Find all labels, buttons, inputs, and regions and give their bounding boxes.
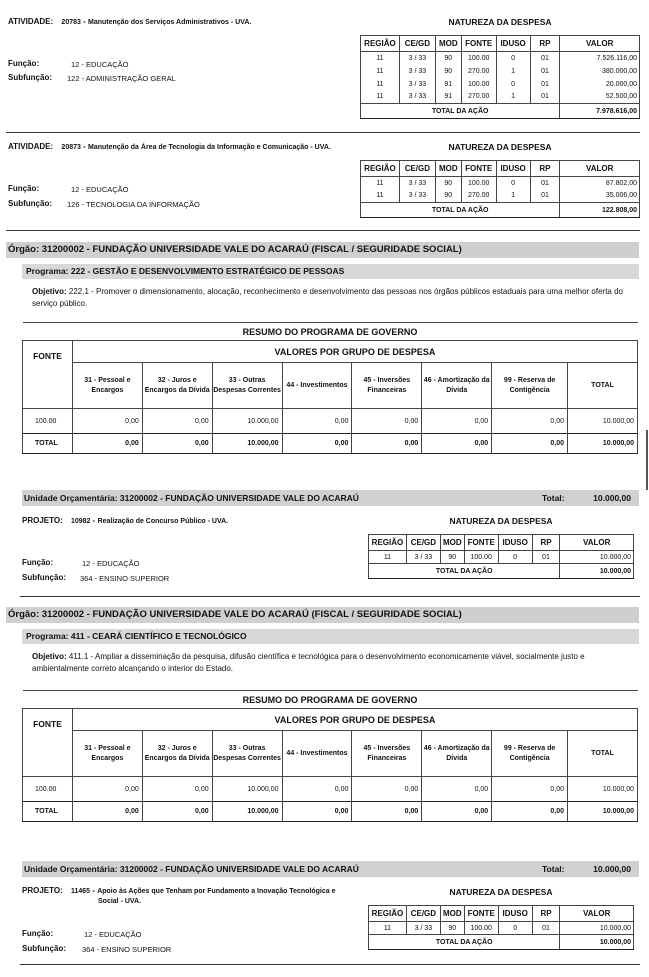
objetivo: Objetivo: 222.1 - Promover o dimensionamento, alocação, reconhecimento e desenvolvimento das pessoas nos órgãos públicos estaduais para uma melhor oferta do serviço público.: [32, 287, 624, 308]
nature-expense-table: REGIÃO CE/GD MOD FONTE IDUSO RP VALOR 11 3 / 33 90 100.00 0 01 10.000,00 TOTAL DA AÇÃO 10.000,00: [368, 905, 634, 950]
table-row: 11 3 / 33 91 100.00 0 01 20.000,00: [361, 78, 640, 91]
activity-label: ATIVIDADE: 20873 - Manutenção da Área de Tecnologia da Informação e Comunicação - UVA.: [8, 142, 331, 151]
activity-code: 20873: [61, 144, 81, 151]
funcao-label: Função:: [8, 59, 40, 68]
table-row: 11 3 / 33 90 100.00 0 01 87.802,00: [361, 177, 640, 190]
table-row: 11 3 / 33 90 270.00 1 01 35.006,00: [361, 190, 640, 203]
divider: [20, 596, 640, 597]
divider: [20, 964, 640, 965]
subfuncao-value: 126 - TECNOLOGIA DA INFORMAÇÃO: [67, 200, 200, 209]
nature-expense-table: REGIÃO CE/GD MOD FONTE IDUSO RP VALOR 11 3 / 33 90 100.00 0 01 87.802,00 11 3 / 33 90 270.00 1 01 35.006,00 TOTAL DA AÇÃO 122.808,00: [360, 160, 640, 218]
activity-name: Manutenção da Área de Tecnologia da Informação e Comunicação - UVA.: [88, 144, 331, 151]
table-row: 11 3 / 33 90 100.00 0 01 10.000,00: [369, 922, 634, 935]
table-row: 11 3 / 33 91 270.00 1 01 52.500,00: [361, 91, 640, 104]
activity-code: 20783: [61, 19, 81, 26]
col-mod: MOD: [435, 36, 461, 52]
programa-header: Programa: 222 - GESTÃO E DESENVOLVIMENTO ESTRATÉGICO DE PESSOAS: [22, 264, 639, 279]
nature-expense-table: REGIÃO CE/GD MOD FONTE IDUSO RP VALOR 11 3 / 33 90 100.00 0 01 10.000,00 TOTAL DA AÇÃO 10.000,00: [368, 534, 634, 579]
col-fonte: FONTE: [461, 36, 496, 52]
resumo-table: RESUMO DO PROGRAMA DE GOVERNO FONTE VALORES POR GRUPO DE DESPESA 31 - Pessoal e Encargos 32 - Juros e Encargos da Dívida 33 - Outras Despesas Correntes 44 - Investimentos 45 - Inversões Financeiras 46 - Amortização da Dívida 99 - Reserva de Contigência TOTAL 100.00 0,00 0,00 10.000,00 0,00 0,00 0,00 0,00 10.000,00 TOTAL 0,00 0,00 10.000,00 0,00 0,00 0,00 0,00 10.000,00: [22, 322, 638, 454]
uo-total: 10.000,00: [593, 864, 631, 874]
total-row: TOTAL DA AÇÃO 10.000,00: [369, 935, 634, 950]
table-row: 11 3 / 33 90 270.00 1 01 380.000,00: [361, 65, 640, 78]
table-row: 11 3 / 33 90 100.00 0 01 10.000,00: [369, 551, 634, 564]
projeto-label: PROJETO: 10982 - Realização de Concurso Público - UVA.: [22, 516, 229, 525]
col-iduso: IDUSO: [496, 36, 530, 52]
activity-label: ATIVIDADE: 20783 - Manutenção dos Serviços Administrativos - UVA.: [8, 17, 252, 26]
col-valor: VALOR: [560, 36, 640, 52]
subfuncao-label: Subfunção:: [8, 199, 52, 208]
funcao-label: Função:: [8, 184, 40, 193]
table-row: 100.00 0,00 0,00 10.000,00 0,00 0,00 0,00 0,00 10.000,00: [23, 783, 638, 796]
table-row: 11 3 / 33 90 100.00 0 01 7.526.116,00: [361, 52, 640, 65]
col-rp: RP: [530, 36, 560, 52]
funcao-value: 12 - EDUCAÇÃO: [71, 185, 129, 194]
subfuncao-value: 122 - ADMINISTRAÇÃO GERAL: [67, 74, 176, 83]
scrollbar-thumb[interactable]: [646, 430, 648, 490]
activity-name: Manutenção dos Serviços Administrativos - UVA.: [88, 19, 252, 26]
total-row: TOTAL DA AÇÃO 10.000,00: [369, 564, 634, 579]
total-row: [361, 104, 640, 119]
total-row: TOTAL 0,00 0,00 10.000,00 0,00 0,00 0,00 0,00 10.000,00: [23, 434, 638, 454]
projeto-label: PROJETO: 11465 - Apoio às Ações que Tenham por Fundamento a Inovação Tecnológica e: [22, 886, 336, 895]
resumo-title: RESUMO DO PROGRAMA DE GOVERNO: [23, 323, 638, 341]
orgao-header: Órgão: 31200002 - FUNDAÇÃO UNIVERSIDADE VALE DO ACARAÚ (FISCAL / SEGURIDADE SOCIAL): [6, 607, 639, 623]
uo-total: 10.000,00: [593, 493, 631, 503]
unidade-orcamentaria: Unidade Orçamentária: 31200002 - FUNDAÇÃO UNIVERSIDADE VALE DO ACARAÚ Total: 10.000,00: [22, 861, 639, 877]
divider: [6, 230, 640, 231]
fonte-header: FONTE: [23, 341, 73, 409]
total-row: TOTAL DA AÇÃO 122.808,00: [361, 203, 640, 218]
resumo-table: RESUMO DO PROGRAMA DE GOVERNO FONTE VALORES POR GRUPO DE DESPESA 31 - Pessoal e Encargos 32 - Juros e Encargos da Dívida 33 - Outras Despesas Correntes 44 - Investimentos 45 - Inversões Financeiras 46 - Amortização da Dívida 99 - Reserva de Contigência TOTAL 100.00 0,00 0,00 10.000,00 0,00 0,00 0,00 0,00 10.000,00 TOTAL 0,00 0,00 10.000,00 0,00 0,00 0,00 0,00 10.000,00: [22, 690, 638, 822]
valores-grupo-header: VALORES POR GRUPO DE DESPESA: [72, 341, 637, 363]
nature-expense-table: [360, 35, 640, 119]
total-row: TOTAL 0,00 0,00 10.000,00 0,00 0,00 0,00 0,00 10.000,00: [23, 802, 638, 822]
unidade-orcamentaria: Unidade Orçamentária: 31200002 - FUNDAÇÃO UNIVERSIDADE VALE DO ACARAÚ Total: 10.000,00: [22, 490, 639, 506]
nature-expense-title: NATUREZA DA DESPESA: [448, 17, 552, 27]
funcao-value: 12 - EDUCAÇÃO: [71, 60, 129, 69]
total-acao-value: 7.978.616,00: [560, 104, 640, 119]
objetivo-text: 222.1 - Promover o dimensionamento, alocação, reconhecimento e desenvolvimento das pessoas nos órgãos públicos estaduais para uma melhor oferta do serviço público.: [32, 287, 624, 308]
objetivo-text: 411.1 - Ampliar a disseminação da pesquisa, difusão científica e tecnológica para o desenvolvimento economicamente viável, socialmente justo e ambientalmente correto alcançando o interior do Estado.: [32, 652, 585, 673]
orgao-header: Órgão: 31200002 - FUNDAÇÃO UNIVERSIDADE VALE DO ACARAÚ (FISCAL / SEGURIDADE SOCIAL): [6, 242, 639, 258]
col-cegd: CE/GD: [399, 36, 435, 52]
subfuncao-label: Subfunção:: [8, 73, 52, 82]
table-row: 100.00 0,00 0,00 10.000,00 0,00 0,00 0,00 0,00 10.000,00: [23, 415, 638, 428]
programa-header: Programa: 411 - CEARÁ CIENTÍFICO E TECNOLÓGICO: [22, 629, 639, 644]
total-acao-label: TOTAL DA AÇÃO: [361, 104, 560, 119]
nature-expense-title: NATUREZA DA DESPESA: [448, 142, 552, 152]
col-regiao: REGIÃO: [361, 36, 400, 52]
objetivo: Objetivo: 411.1 - Ampliar a disseminação da pesquisa, difusão científica e tecnológica para o desenvolvimento economicamente viável, socialmente justo e ambientalmente correto alcançando o interior do Estado.: [32, 652, 585, 673]
divider: [6, 132, 640, 133]
